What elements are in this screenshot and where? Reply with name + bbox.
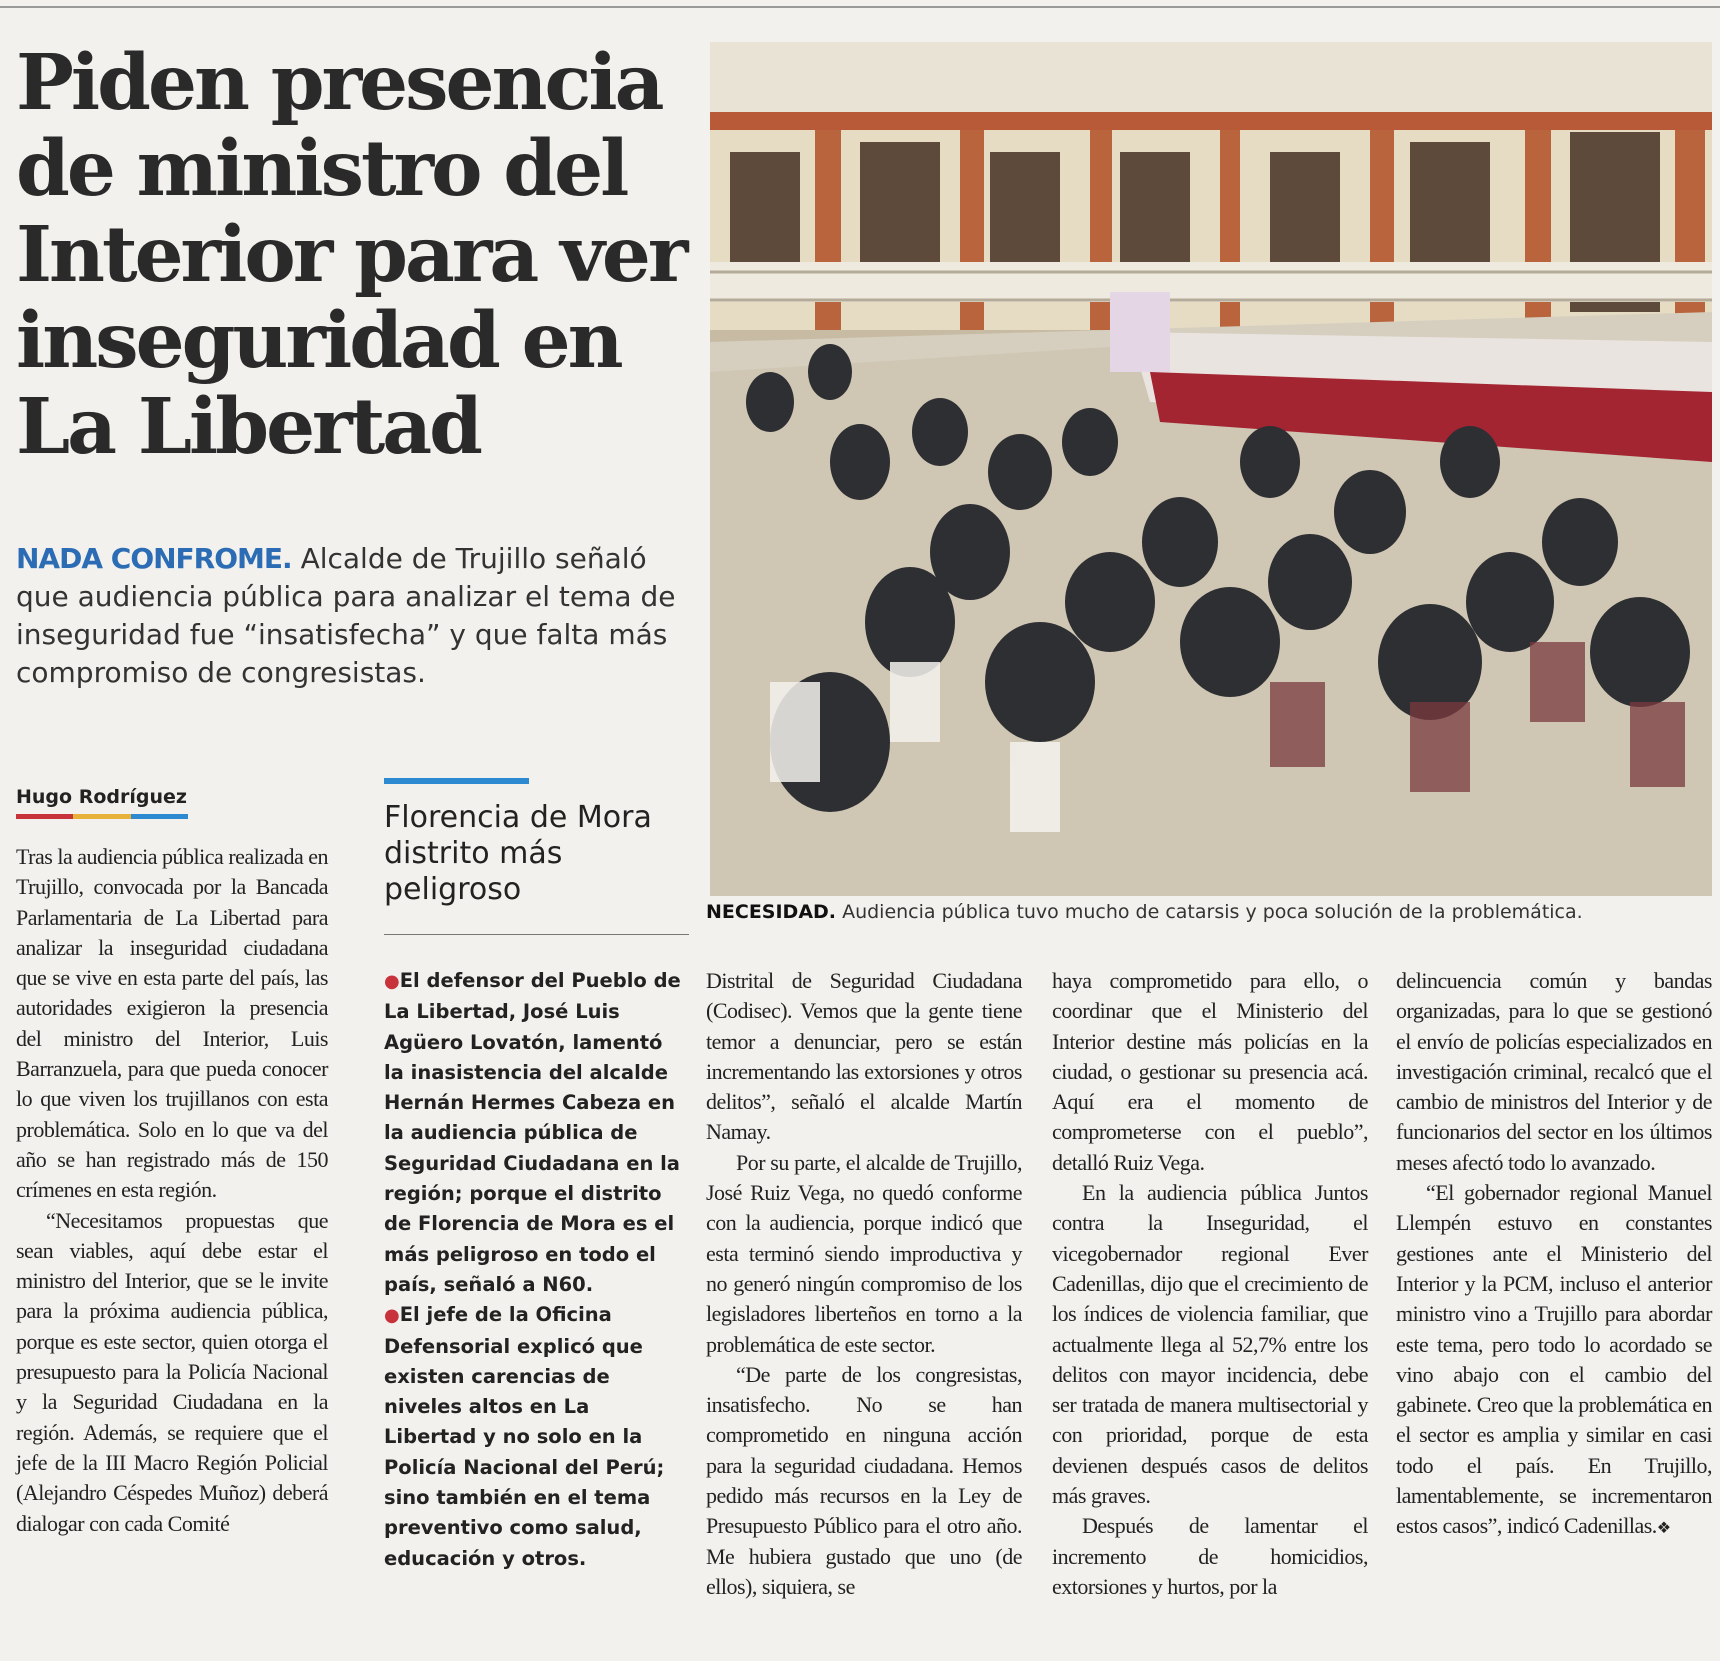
sidebar-item: ●El defensor del Pueblo de La Libertad, José Luis Agüero Lovatón, lamentó la inasistencia del alcalde Hernán Hermes Cabeza en la audiencia pública de Seguridad Ciudadana en la región; porque el distrito de Florencia de Mora es el más peligroso en todo el país, señaló a N60. xyxy=(384,969,681,1296)
body-paragraph-continued: Distrital de Seguridad Ciudadana (Codisec). Vemos que la gente tiene temor a denunciar, pero se están incrementando las extorsiones y otros delitos”, señaló el alcalde Martín Namay. xyxy=(706,968,1022,1145)
article-column-1 xyxy=(16,842,328,1539)
bullet-icon: ● xyxy=(384,1305,400,1327)
deck-text: Alcalde de Trujillo señaló que audiencia pública para analizar el tema de inseguridad fue “insatisfecha” y que falta más compromiso de congresistas. xyxy=(16,542,676,689)
byline: Hugo Rodríguez xyxy=(16,786,187,808)
body-paragraph-continued: delincuencia común y bandas organizadas, para lo que se gestionó el envío de policías especializados en investigación criminal, recalcó que el cambio de ministros del Interior y de funcionarios del sector en los últimos meses afectó todo lo avanzado. xyxy=(1396,968,1712,1175)
photo-caption xyxy=(706,900,1716,924)
body-paragraph xyxy=(16,1206,328,1539)
headline: Piden presencia de ministro del Interior para ver inseguridad en La Libertad xyxy=(16,38,686,472)
deck xyxy=(16,540,696,692)
sidebar-item: ●El jefe de la Oficina Defensorial explicó que existen carencias de niveles altos en La Libertad y no solo en la Policía Nacional del Perú; sino también en el tema preventivo como salud, educación y otros. xyxy=(384,1303,665,1570)
top-rule xyxy=(0,6,1720,8)
body-paragraph: “El gobernador regional Manuel Llempén estuvo en constantes gestiones ante el Ministerio del Interior y la PCM, incluso el anterior ministro vino a Trujillo para abordar este tema, pero todo lo acordado se vino abajo con el cambio del gabinete. Creo que la problemática en el sector es amplia y similar en casi todo el país. En Trujillo, lamentablemente, se incrementaron estos casos”, indicó Cadenillas.❖ xyxy=(1396,1180,1712,1539)
article-column-5 xyxy=(1396,966,1712,1545)
bar-red xyxy=(16,814,73,819)
body-paragraph: Tras la audiencia pública realizada en Trujillo, convocada por la Bancada Parlamentaria de La Libertad para analizar la inseguridad ciudadana que se vive en esta parte del país, las autoridades exigieron la presencia del ministro del Interior, Luis Barranzuela, para que pueda conocer lo que viven los trujillanos con esta problemática. Solo en lo que va del año se han registrado más de 150 crímenes en esta región. xyxy=(16,844,328,1203)
body-paragraph: Por su parte, el alcalde de Trujillo, José Ruiz Vega, no quedó conforme con la audiencia, porque indicó que esta terminó siendo improductiva y no generó ningún compromiso de los legisladores liberteños en torno a la problemática de este sector. xyxy=(706,1149,1022,1357)
bullet-icon: ● xyxy=(384,971,400,992)
sidebar-divider xyxy=(384,934,689,935)
body-paragraph: En la audiencia pública Juntos contra la Inseguridad, el vicegobernador regional Ever Cadenillas, dijo que el crecimiento de los índices de violencia familiar, que actualmente llega al 52,7% entre los delitos con mayor incidencia, debe ser tratada de manera multisectorial y con prioridad, porque de esta devienen después casos de delitos más graves. xyxy=(1052,1180,1368,1509)
news-photo xyxy=(710,42,1712,896)
caption-kicker: NECESIDAD. xyxy=(706,901,837,923)
bar-yellow xyxy=(73,814,130,819)
article-column-4 xyxy=(1052,966,1368,1602)
article-column-3 xyxy=(706,966,1022,1602)
quote-part-1: “Necesitamos propuestas que sean viables, aquí debe estar el ministro del Interior, que se le invite para la próxima audiencia pública, porque es este sector, quien otorga el presupuesto para la Policía Nacional y la Seguridad Ciudadana en la región. Además, se requiere que el jefe de la III Macro Región Policial (Alejandro Céspedes Muñoz) deberá dialogar con cada Comité xyxy=(16,1207,328,1536)
bar-blue xyxy=(131,814,188,819)
sidebar-body xyxy=(384,966,684,1574)
deck-kicker: NADA CONFROME. xyxy=(16,542,292,575)
sidebar-title: Florencia de Mora distrito más peligroso xyxy=(384,800,652,907)
hall-photo-illustration xyxy=(710,42,1712,896)
caption-text: Audiencia pública tuvo mucho de catarsis y poca solución de la problemática. xyxy=(836,901,1583,923)
byline-color-bar xyxy=(16,814,188,819)
body-paragraph: Después de lamentar el incremento de homicidios, extorsiones y hurtos, por la xyxy=(1052,1513,1368,1599)
body-paragraph-continued: haya comprometido para ello, o coordinar que el Ministerio del Interior destine más policías en la ciudad, o gestionar su presencia acá. Aquí era el momento de comprometerse con el pueblo”, detalló Ruiz Vega. xyxy=(1052,968,1368,1175)
end-mark-icon: ❖ xyxy=(1656,1520,1671,1538)
sidebar-rule xyxy=(384,778,529,784)
body-paragraph: “De parte de los congresistas, insatisfecho. No se han comprometido en ninguna acción para la seguridad ciudadana. Hemos pedido más recursos en la Ley de Presupuesto Público para el otro año. Me hubiera gustado que uno (de ellos), siquiera, se xyxy=(706,1361,1022,1599)
